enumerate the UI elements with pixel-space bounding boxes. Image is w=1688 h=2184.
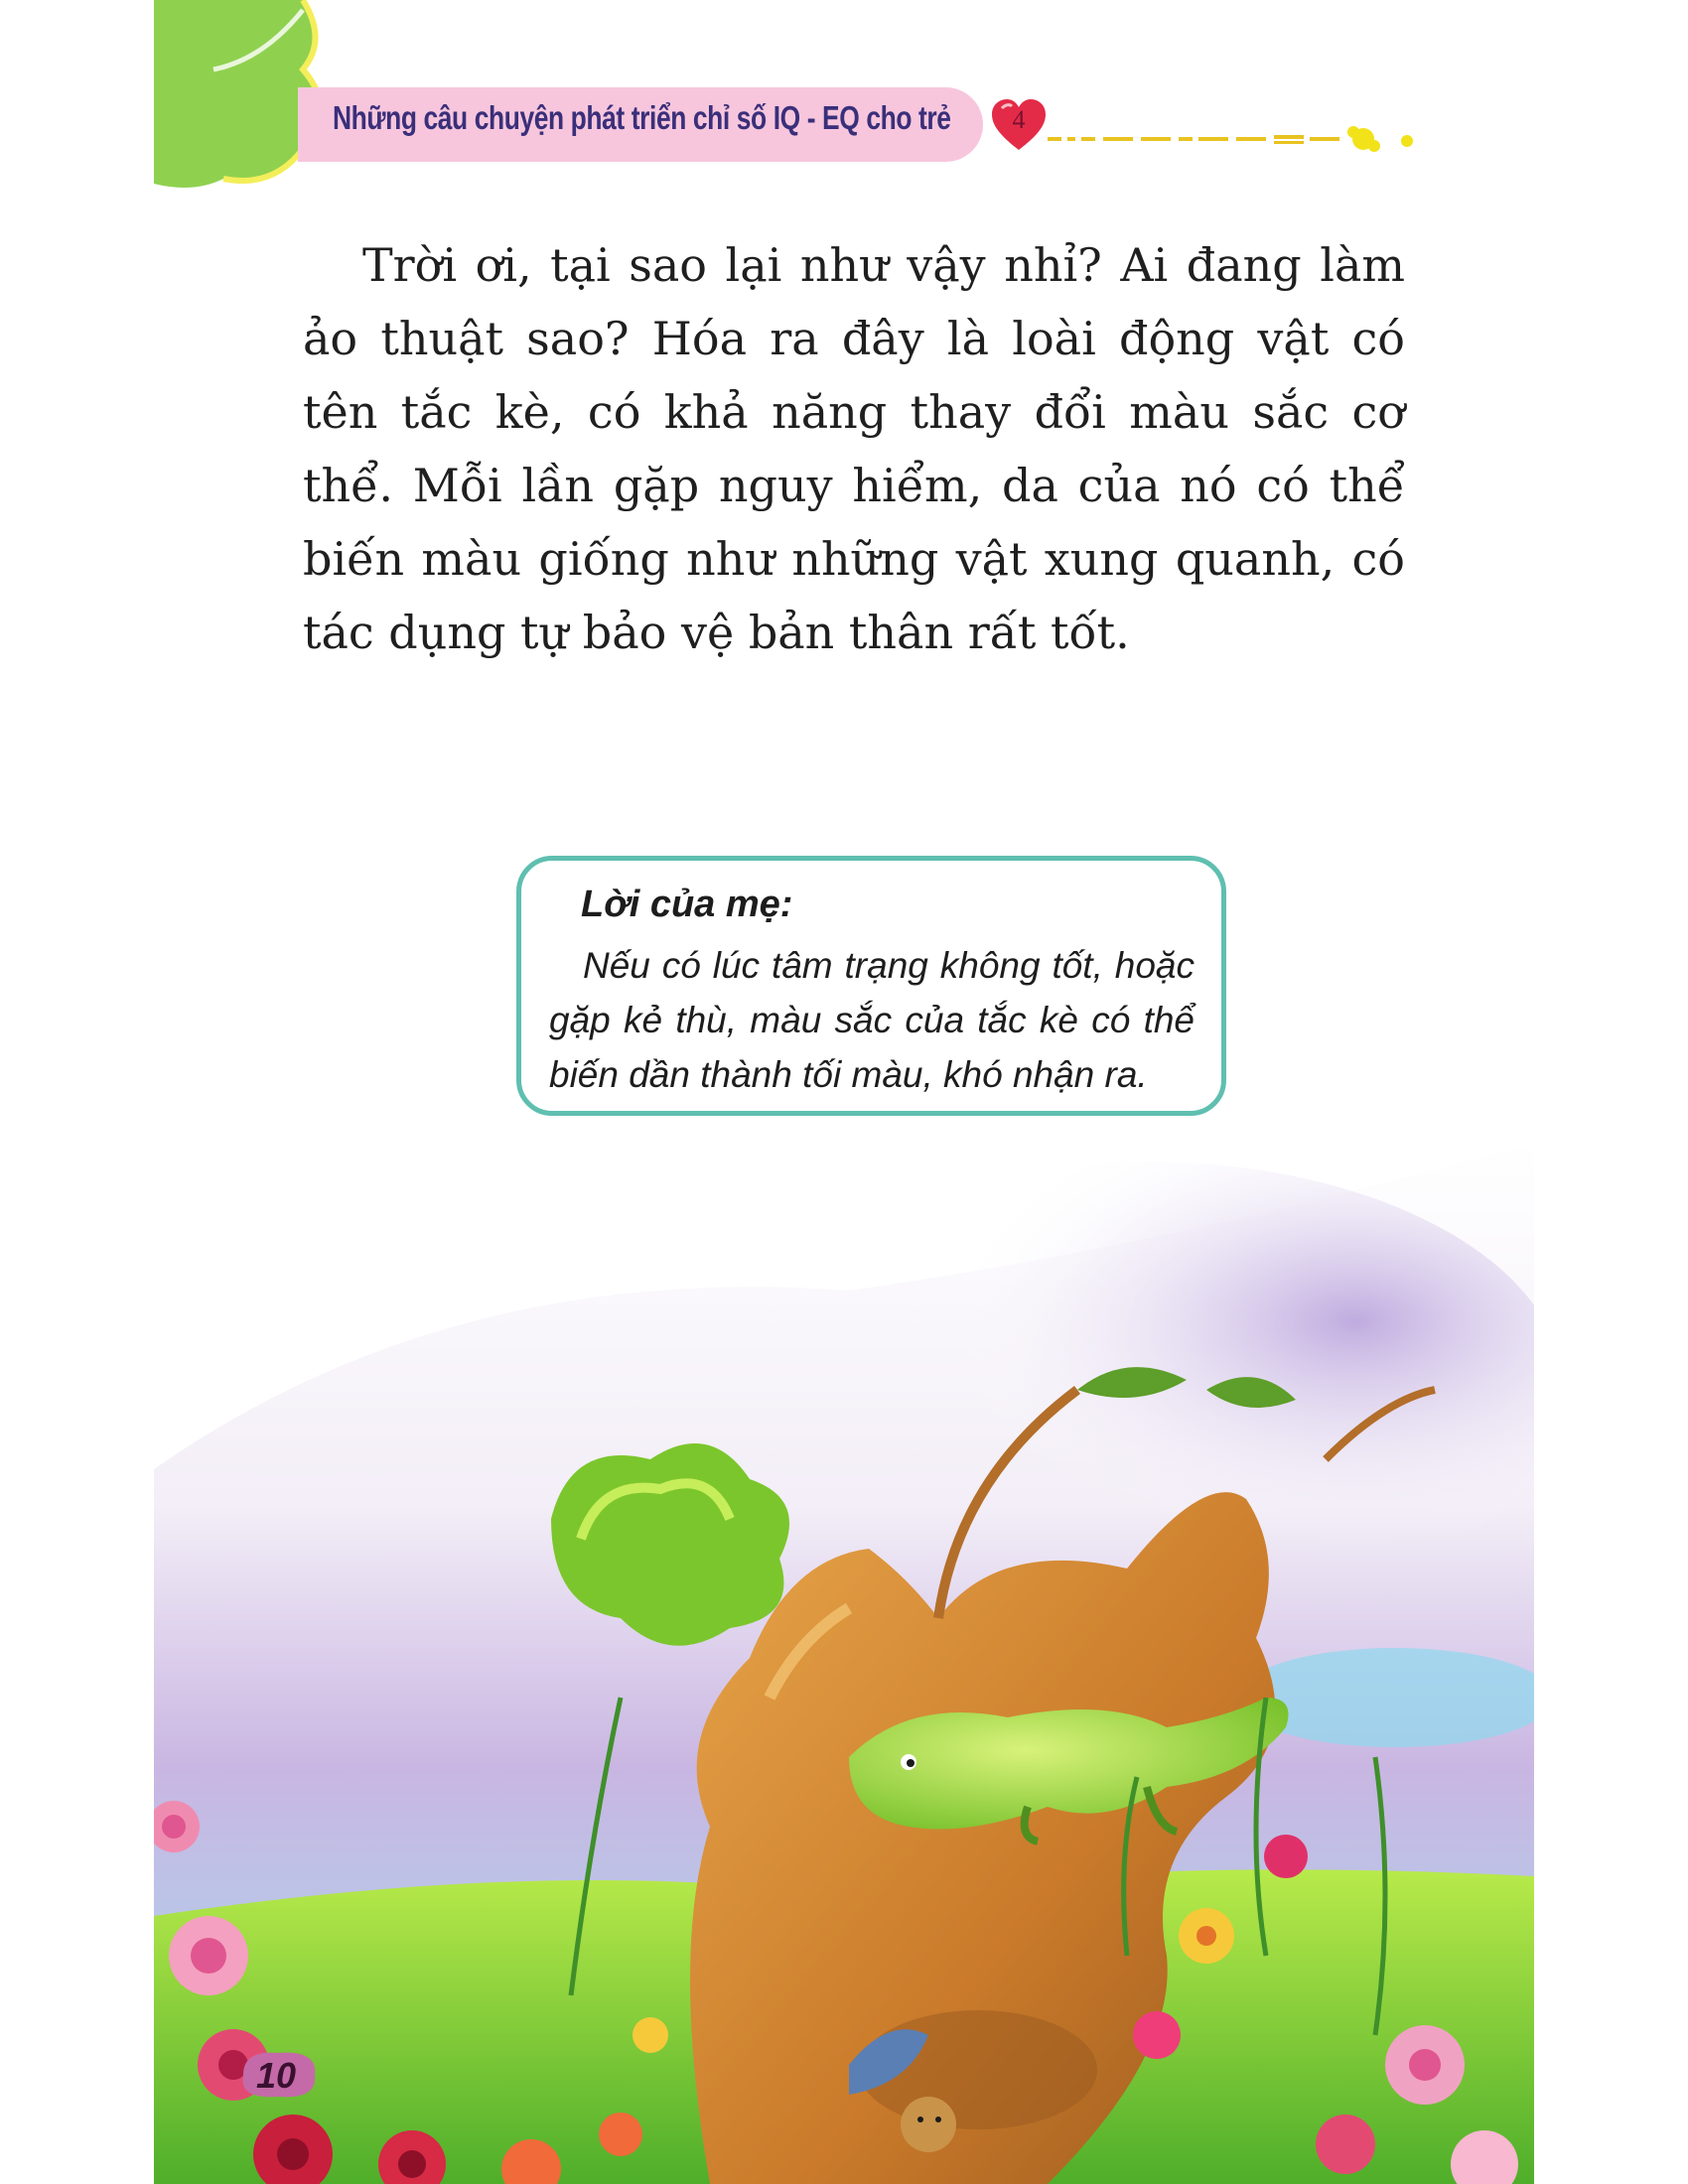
page-number: 10 [255, 2055, 297, 2096]
chapter-number: 4 [1012, 105, 1026, 134]
mom-note-title: Lời của mẹ: [581, 884, 793, 925]
mom-note-text: Nếu có lúc tâm trạng không tốt, hoặc gặp kẻ thù, màu sắc của tắc kè có thể biến dần thành tối màu, khó nhận ra. [549, 945, 1195, 1095]
lizard-tree-illustration [154, 1142, 1534, 2184]
book-series-title: Những câu chuyện phát triển chỉ số IQ - EQ cho trẻ [333, 99, 951, 136]
dotted-decoration [1048, 119, 1445, 159]
story-paragraph: Trời ơi, tại sao lại như vậy nhỉ? Ai đang làm ảo thuật sao? Hóa ra đây là loài động vật có tên tắc kè, có khả năng thay đổi màu sắc cơ thể. Mỗi lần gặp nguy hiểm, da của nó có thể biến màu giống như những vật xung quanh, có tác dụng tự bảo vệ bản thân rất tốt. [303, 238, 1405, 659]
